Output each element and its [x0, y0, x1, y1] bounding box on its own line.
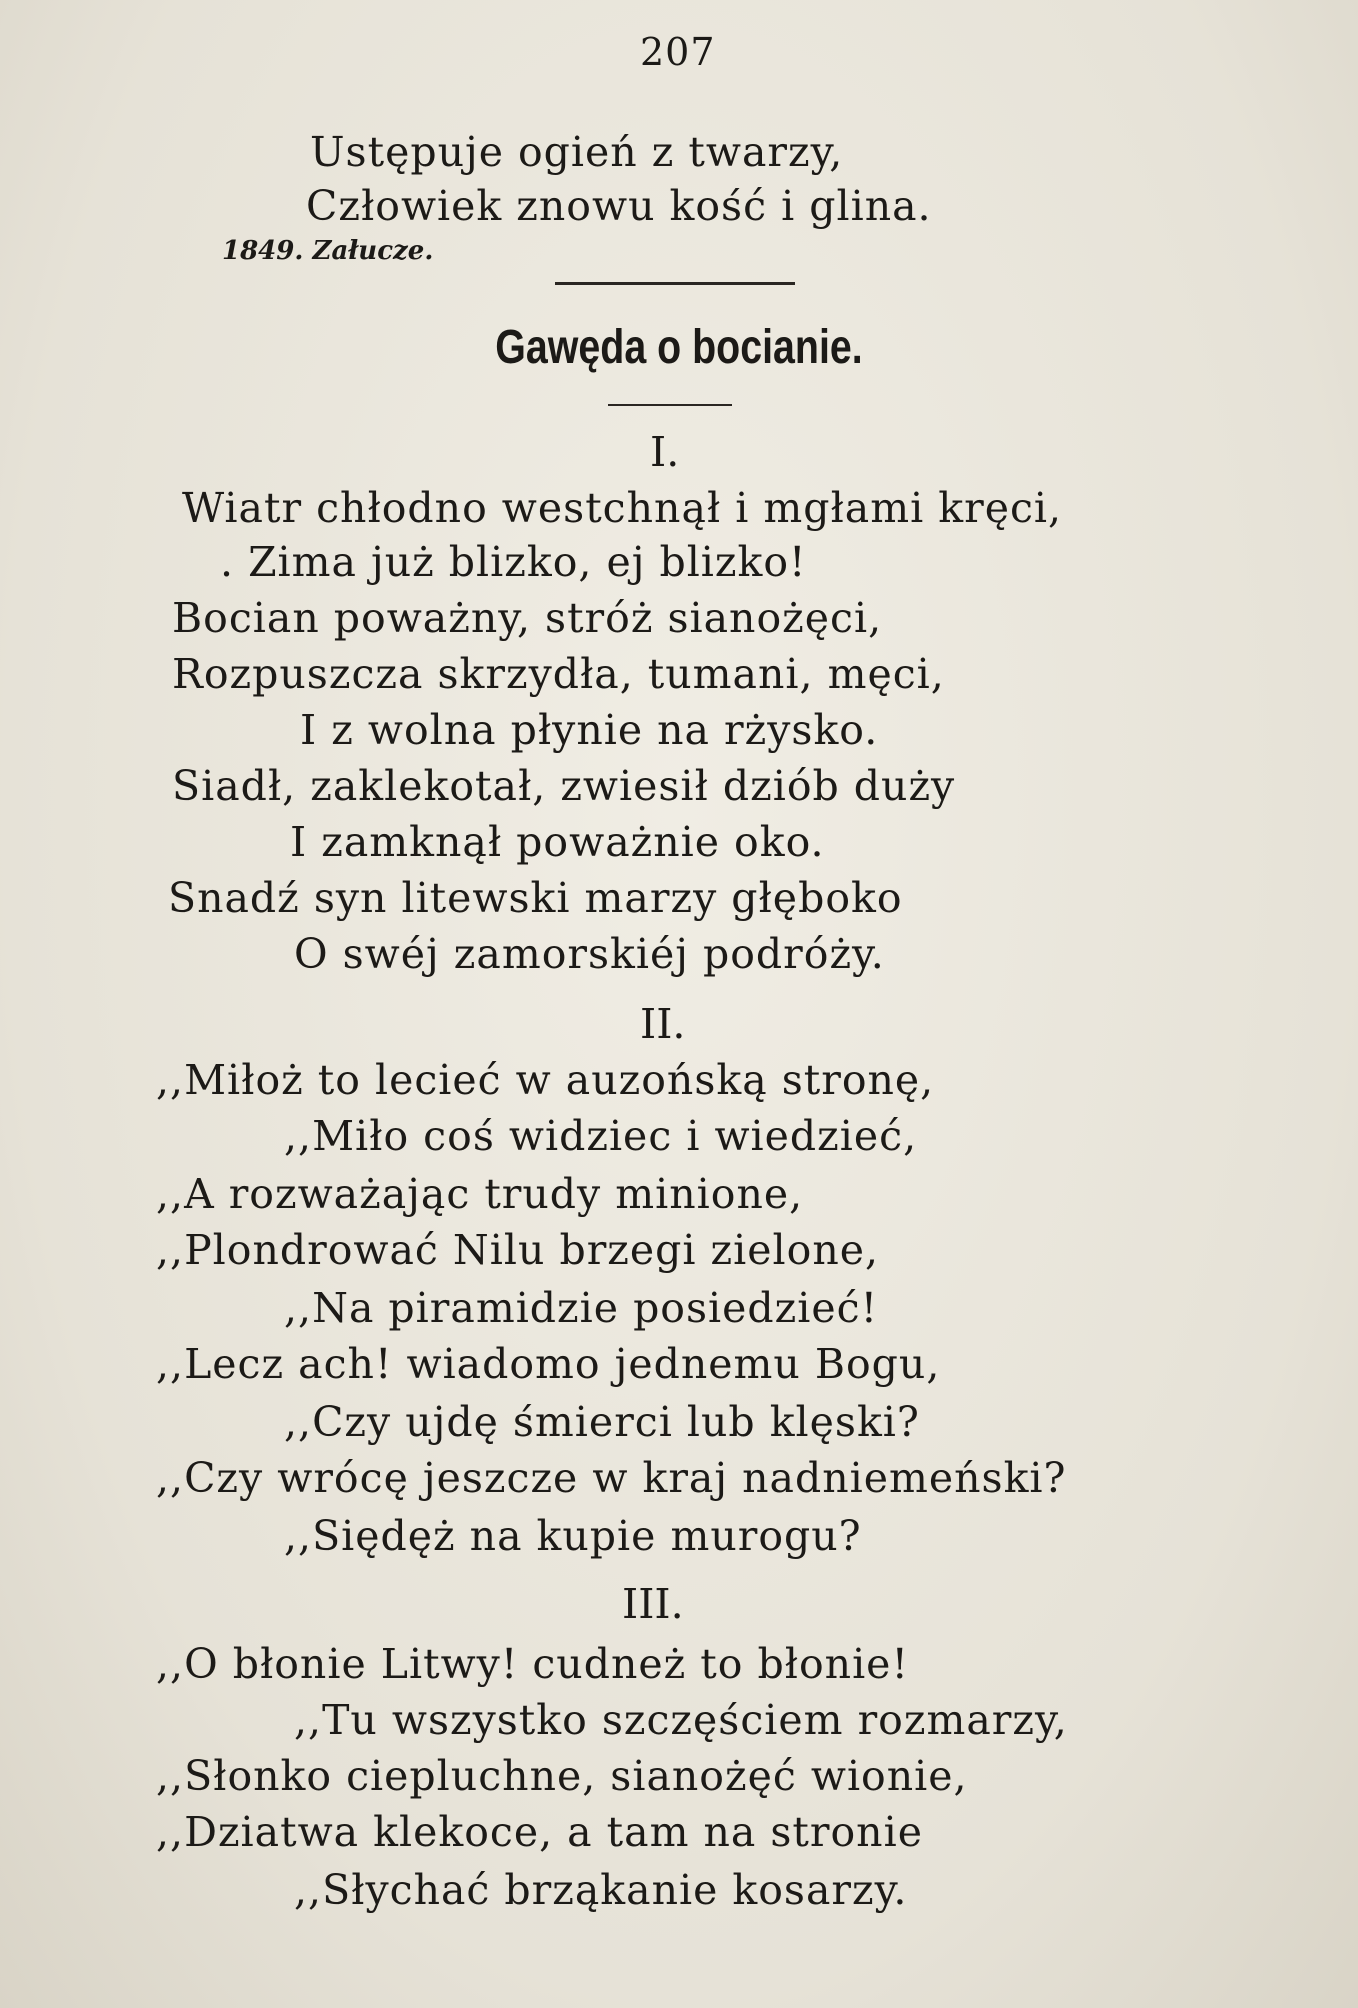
poem-line: ,,Na piramidzie posiedzieć! [284, 1284, 879, 1332]
date-place-signature: 1849. Załucze. [222, 236, 434, 266]
poem-line: ,,A rozważając trudy minione, [156, 1170, 804, 1218]
separator-rule [555, 282, 795, 285]
poem-line: ,,Słonko ciepluchne, sianożęć wionie, [156, 1752, 968, 1800]
poem-line: ,,Lecz ach! wiadomo jednemu Bogu, [156, 1340, 941, 1388]
poem-line: O swéj zamorskiéj podróży. [294, 930, 885, 978]
poem-line: . Zima już blizko, ej blizko! [220, 538, 807, 586]
poem-line: ,,Słychać brząkanie kosarzy. [294, 1866, 908, 1914]
poem-line: Ustępuje ogień z twarzy, [310, 128, 844, 176]
poem-line: ,,Czy wrócę jeszcze w kraj nadniemeński? [156, 1454, 1067, 1502]
section-numeral: III. [622, 1580, 684, 1628]
poem-line: ,,Miło coś widziec i wiedzieć, [284, 1112, 918, 1160]
poem-line: ,,Dziatwa klekoce, a tam na stronie [156, 1808, 923, 1856]
section-numeral: I. [650, 428, 680, 476]
poem-line: ,,Miłoż to lecieć w auzońską stronę, [156, 1056, 935, 1104]
poem-line: ,,Siędęż na kupie murogu? [284, 1512, 862, 1560]
poem-line: Snadź syn litewski marzy głęboko [168, 874, 903, 922]
page-number: 207 [640, 30, 716, 74]
poem-line: I z wolna płynie na rżysko. [300, 706, 879, 754]
poem-line: Człowiek znowu kość i glina. [306, 182, 932, 230]
poem-title: Gawęda o bocianie. [495, 321, 863, 374]
poem-line: Bocian poważny, stróż sianożęci, [172, 594, 883, 642]
poem-line: Rozpuszcza skrzydła, tumani, męci, [172, 650, 945, 698]
poem-line: ,,Plondrować Nilu brzegi zielone, [156, 1226, 880, 1274]
poem-line: Siadł, zaklekotał, zwiesił dziób duży [172, 762, 956, 810]
poem-line: ,,O błonie Litwy! cudneż to błonie! [156, 1640, 909, 1688]
poem-line: I zamknął poważnie oko. [290, 818, 825, 866]
section-numeral: II. [640, 1000, 686, 1048]
poem-line: ,,Tu wszystko szczęściem rozmarzy, [294, 1696, 1068, 1744]
poem-line: ,,Czy ujdę śmierci lub klęski? [284, 1398, 920, 1446]
poem-line: Wiatr chłodno westchnął i mgłami kręci, [182, 484, 1063, 532]
separator-rule [608, 404, 732, 406]
